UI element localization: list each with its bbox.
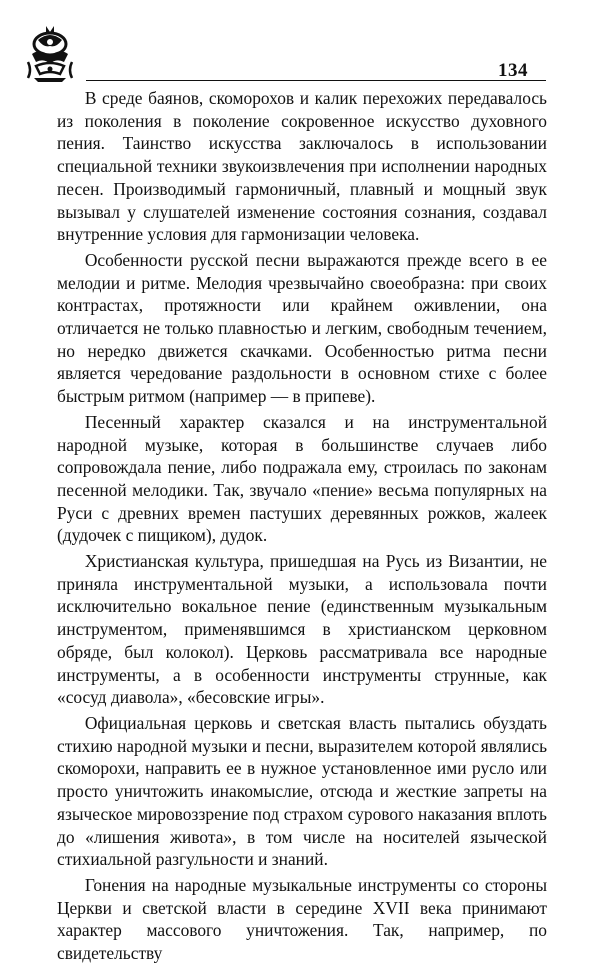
- ornamental-emblem-icon: [26, 22, 106, 84]
- paragraph: Особенности русской песни выражаются прежде всего в ее мелодии и ритме. Мелодия чрезвычайно своеобразна: при своих контрастах, протяжности или крайнем оживлении, она отличается не только плавностью и легким, свободным течением, но нередко движется скачками. Особенностью ритма песни является чередование раздольности в основном стихе с более быстрым ритмом (например — в припеве).: [57, 249, 547, 407]
- page-number: 134: [498, 60, 528, 81]
- body-text: [57, 87, 547, 968]
- paragraph: Официальная церковь и светская власть пытались обуздать стихию народной музыки и песни, выразителем которой являлись скоморохи, направить ее в нужное установленное ими русло или просто уничтожить инакомыслие, отсюда и жесткие запреты на языческое мировоззрение под страхом сурового наказания вплоть до «лишения живота», в том числе на носителей языческой стихиальной разгульности и знаний.: [57, 712, 547, 870]
- paragraph: Христианская культура, пришедшая на Русь из Византии, не приняла инструментальной музыки, а использовала почти исключительно вокальное пение (единственным музыкальным инструментом, применявшимся в христианском церковном обряде, был колокол). Церковь рассматривала все народные инструменты, а в особенности инструменты струнные, как «сосуд диавола», «бесовские игры».: [57, 551, 547, 708]
- header-rule: [86, 80, 546, 81]
- paragraph: Песенный характер сказался и на инструментальной народной музыке, которая в большинстве случаев либо сопровождала пение, либо подражала ему, строилась по законам песенной мелодики. Так, звучало «пение» весьма популярных на Руси с древних времен пастуших деревянных рожков, жалеек (дудочек с пищиком), дудок.: [57, 411, 547, 546]
- paragraph: В среде баянов, скоморохов и калик перехожих передавалось из поколения в поколение сокровенное искусство духовного пения. Таинство искусства заключалось в использовании специальной техники звукоизвлечения при исполнении народных песен. Производимый гармоничный, плавный и мощный звук вызывал у слушателей изменение состояния сознания, создавал внутренние условия для гармонизации человека.: [57, 88, 547, 245]
- paragraph: Гонения на народные музыкальные инструменты со стороны Церкви и светской власти в середине XVII века принимают характер массового уничтожения. Так, например, по свидетельству: [57, 874, 547, 964]
